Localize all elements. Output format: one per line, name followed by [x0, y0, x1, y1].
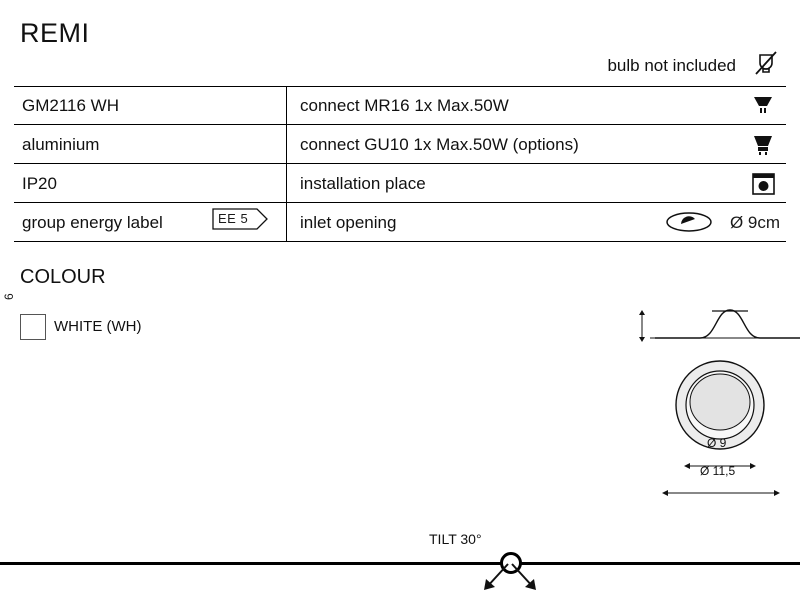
table-row: installation place: [300, 174, 426, 193]
bulb-not-included-label: bulb not included: [607, 56, 736, 75]
table-column-divider: [286, 86, 287, 242]
side-view-drawing: [650, 290, 800, 350]
side-view-height-label: 6: [2, 293, 16, 300]
table-line-top: [14, 86, 786, 87]
ceiling-mount-icon: [748, 170, 778, 198]
bulb-crossed-out-icon: [750, 48, 782, 80]
table-row: GM2116 WH: [22, 96, 119, 115]
inlet-opening-icon: [664, 210, 714, 234]
colour-option-label: WHITE (WH): [54, 318, 142, 335]
tilt-arrows-icon: [470, 556, 550, 596]
table-row: connect MR16 1x Max.50W: [300, 96, 509, 115]
table-row: aluminium: [22, 135, 100, 154]
outer-diameter-label: Ø 11,5: [700, 464, 736, 478]
table-row: IP20: [22, 174, 57, 193]
tilt-baseline: [0, 562, 800, 565]
spec-table: [14, 86, 786, 242]
outer-diameter-dimension-line: [656, 485, 786, 501]
energy-label-badge: [212, 208, 268, 230]
table-row: connect GU10 1x Max.50W (options): [300, 135, 579, 154]
table-line-bottom: [14, 241, 786, 242]
colour-swatch-white: [20, 314, 46, 340]
technical-drawings: [620, 280, 790, 495]
table-line-2: [14, 163, 786, 164]
energy-label-text: EE 5: [218, 211, 249, 226]
page-title: REMI: [20, 18, 90, 48]
table-row: inlet opening: [300, 213, 397, 232]
inlet-opening-diameter: Ø 9cm: [729, 213, 780, 232]
table-line-3: [14, 202, 786, 203]
tilt-label: TILT 30°: [429, 531, 482, 547]
mr16-lamp-icon: [748, 92, 778, 120]
colour-heading: COLOUR: [20, 266, 106, 288]
gu10-lamp-icon: [748, 131, 778, 159]
table-row: group energy label: [22, 213, 163, 232]
inner-diameter-label: Ø 9: [707, 436, 727, 450]
table-line-1: [14, 124, 786, 125]
height-dimension-line: [632, 310, 652, 350]
